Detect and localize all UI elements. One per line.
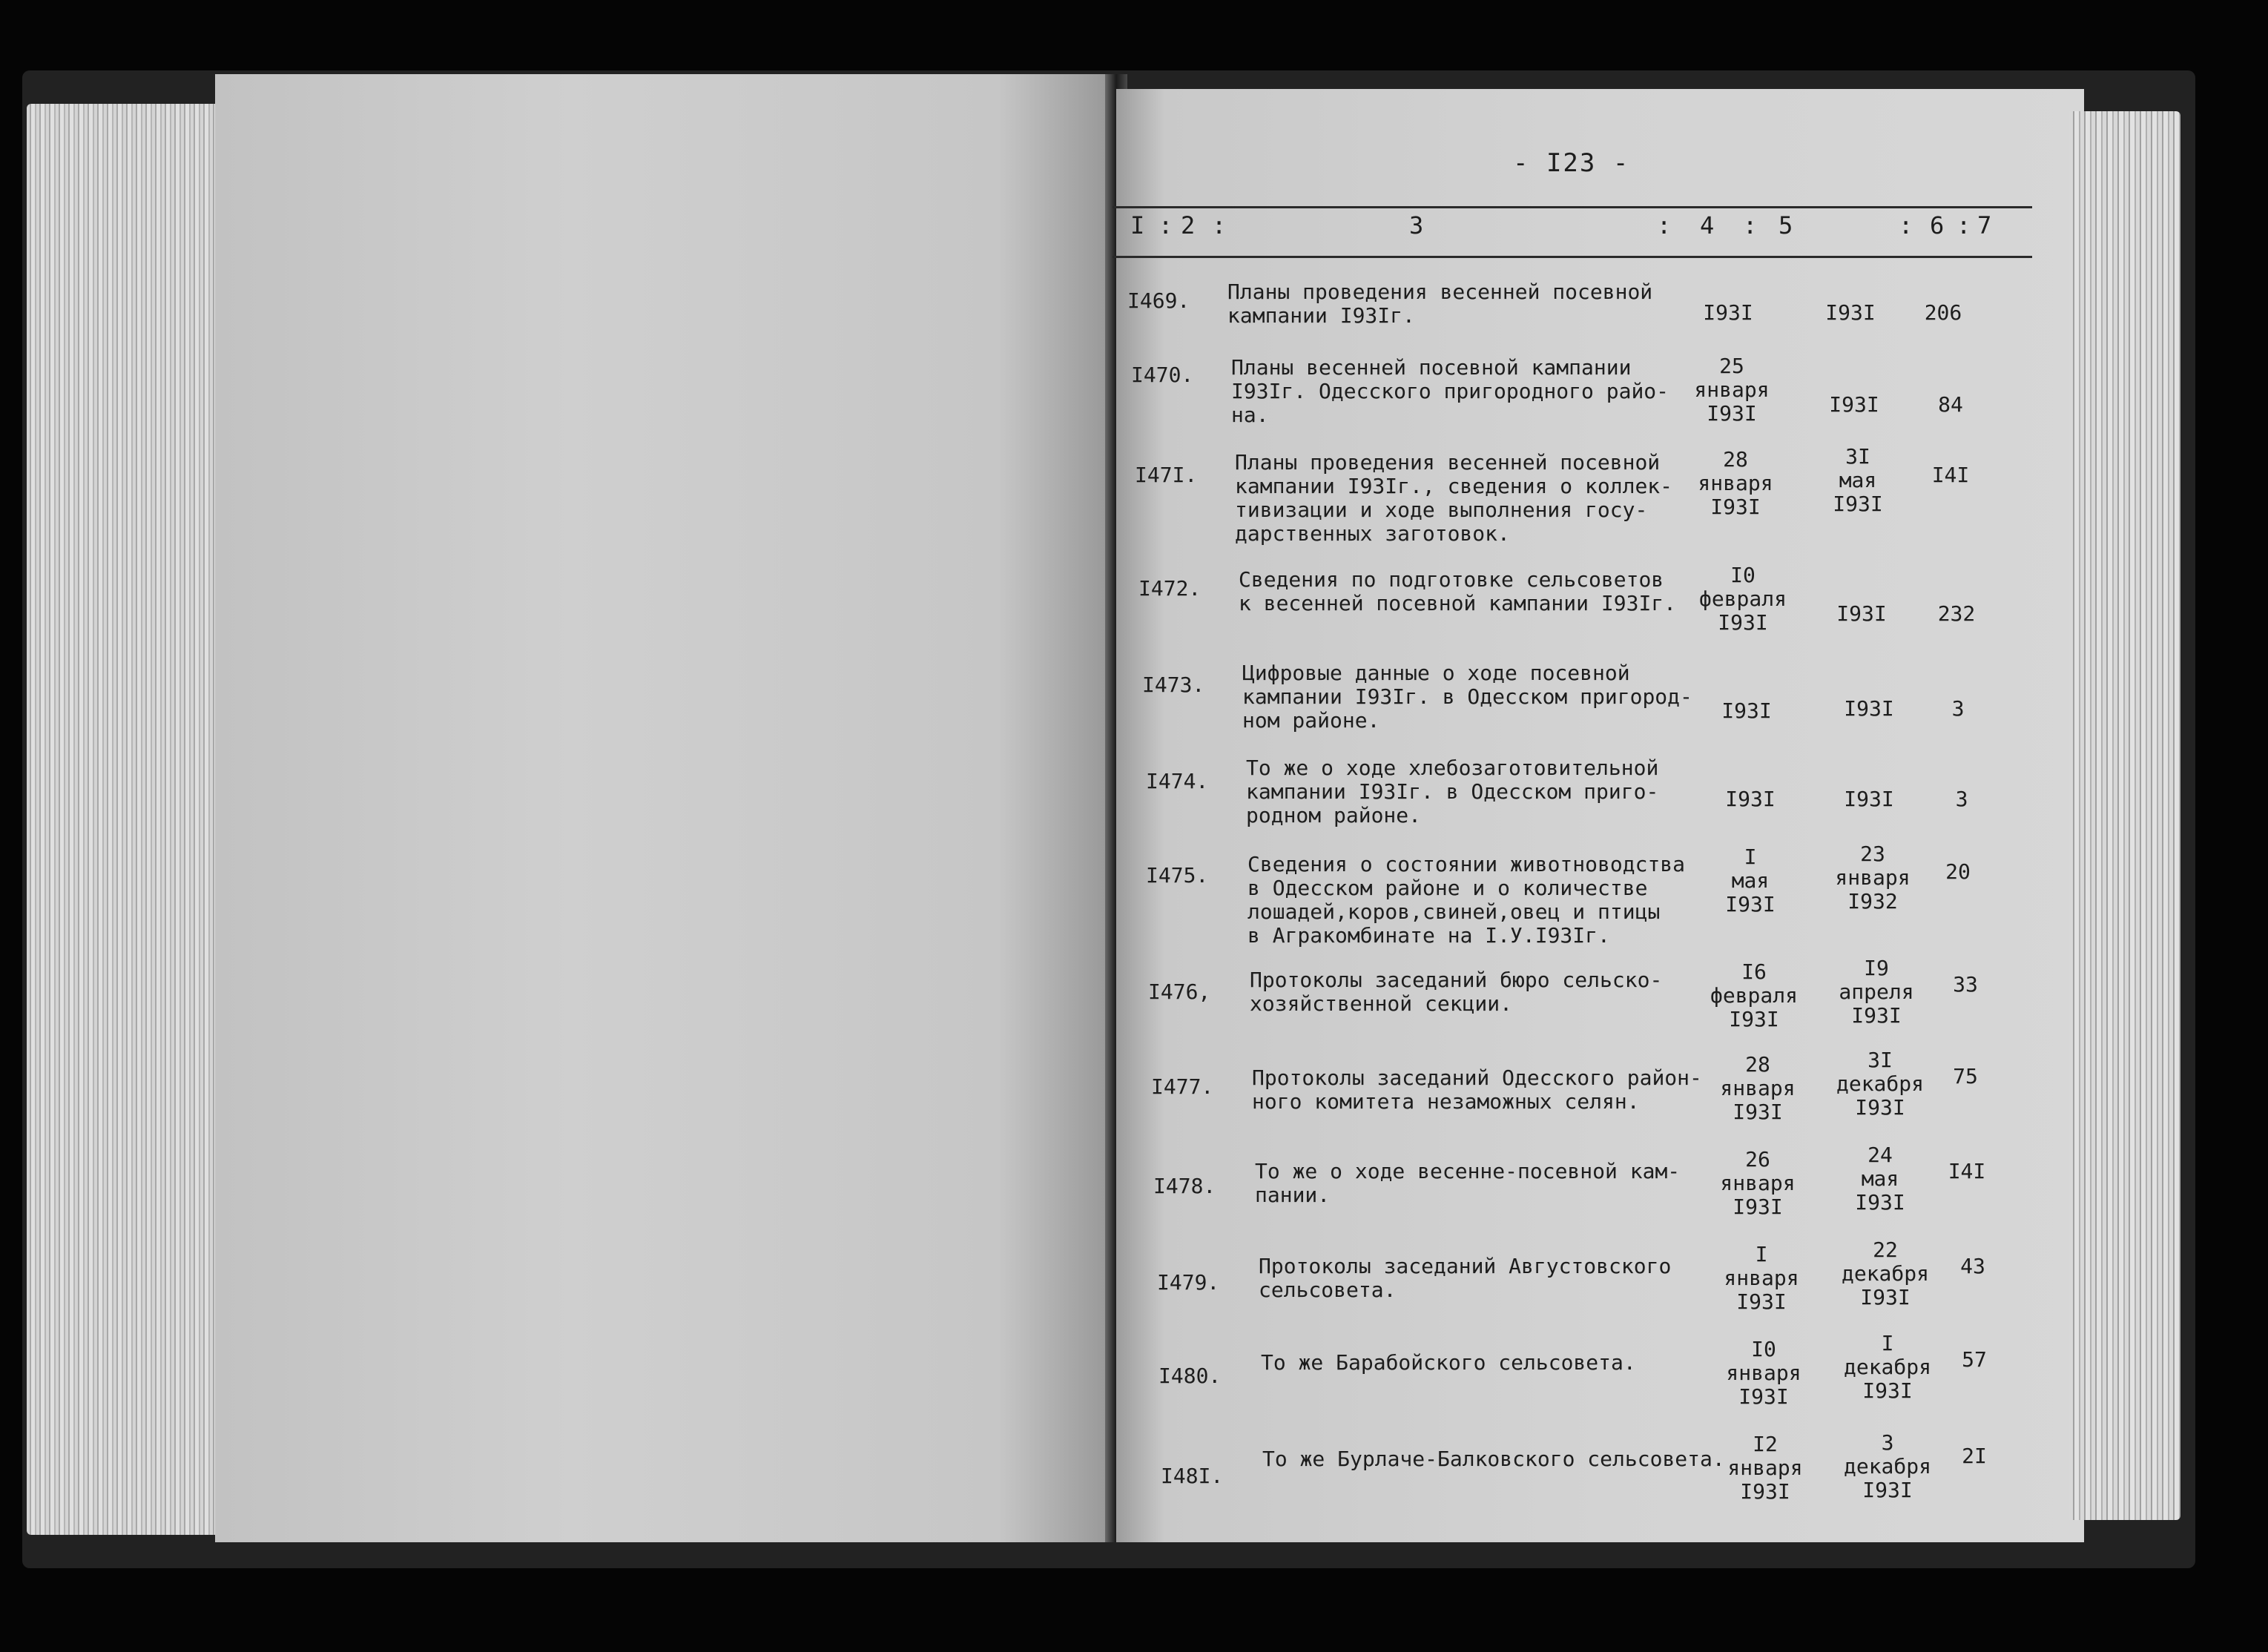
column-header-4: 4: [1700, 211, 1715, 239]
entry-end-date: 22 декабря I93I: [1841, 1238, 1929, 1309]
entry-description: Планы весенней посевной кампании I93Iг. Одесского пригородного райо- на.: [1231, 355, 1669, 427]
entry-start-date: I0 января I93I: [1726, 1337, 1801, 1409]
entry-end-date: 3I декабря I93I: [1836, 1048, 1924, 1120]
entry-start-date: 26 января I93I: [1720, 1147, 1796, 1219]
entry-start-date: I января I93I: [1724, 1242, 1799, 1314]
entry-end-date: I9 апреля I93I: [1839, 956, 1914, 1028]
entry-start-date: I6 февраля I93I: [1710, 959, 1798, 1031]
entry-end-date: I93I: [1844, 696, 1894, 721]
entry-start-date: I93I: [1703, 300, 1753, 325]
entry-number: I47I.: [1135, 463, 1198, 487]
entry-sheet-count: I4I: [1948, 1159, 1986, 1183]
entry-start-date: I2 января I93I: [1727, 1432, 1803, 1504]
entry-start-date: 28 января I93I: [1720, 1052, 1796, 1124]
page-number: - I23 -: [1513, 148, 1630, 178]
entry-description: Планы проведения весенней посевной кампании I93Iг.: [1227, 280, 1653, 328]
left-page-blank: [215, 74, 1105, 1542]
entry-sheet-count: 57: [1962, 1347, 1987, 1372]
entry-description: Сведения по подготовке сельсоветов к весенней посевной кампании I93Iг.: [1239, 567, 1677, 615]
entry-end-date: 3 декабря I93I: [1843, 1430, 1931, 1502]
entry-sheet-count: 232: [1937, 601, 1976, 626]
column-separator: :: [1957, 211, 1971, 239]
entry-end-date: I93I: [1829, 392, 1879, 417]
entry-start-date: I93I: [1721, 698, 1772, 723]
entry-sheet-count: 43: [1960, 1254, 1985, 1278]
right-page-edges: [2069, 111, 2180, 1520]
entry-sheet-count: 75: [1953, 1064, 1978, 1088]
entry-end-date: 3I мая I93I: [1833, 444, 1883, 516]
entry-number: I470.: [1131, 363, 1194, 387]
entry-start-date: 25 января I93I: [1694, 354, 1770, 426]
entry-end-date: 24 мая I93I: [1855, 1143, 1905, 1215]
entry-description: Протоколы заседаний Августовского сельсовета.: [1259, 1254, 1672, 1302]
entry-number: I479.: [1157, 1270, 1220, 1295]
entry-description: Протоколы заседаний Одесского район- ного комитета незаможных селян.: [1252, 1065, 1702, 1114]
entry-sheet-count: 2I: [1962, 1444, 1987, 1468]
entry-start-date: I93I: [1725, 787, 1776, 811]
entry-sheet-count: 206: [1924, 300, 1962, 325]
column-header-7: 7: [1977, 211, 1992, 239]
entry-number: I472.: [1138, 576, 1201, 601]
entry-start-date: I0 февраля I93I: [1698, 563, 1787, 635]
entry-end-date: 23 января I932: [1835, 842, 1911, 913]
column-header-5: 5: [1779, 211, 1793, 239]
entry-number: I474.: [1146, 769, 1209, 793]
entry-sheet-count: 33: [1953, 972, 1978, 997]
column-header-6: 6: [1930, 211, 1945, 239]
header-rule-bottom: [1112, 256, 2032, 258]
column-separator: :: [1743, 211, 1758, 239]
column-header-1: I: [1130, 211, 1145, 239]
left-page-edges: [27, 104, 227, 1535]
column-header-2: 2: [1181, 211, 1196, 239]
column-separator: :: [1158, 211, 1173, 239]
entry-description: То же Барабойского сельсовета.: [1261, 1350, 1636, 1375]
entry-end-date: I93I: [1844, 787, 1894, 811]
entry-end-date: I93I: [1836, 601, 1887, 626]
entry-sheet-count: 3: [1951, 696, 1965, 721]
entry-start-date: I мая I93I: [1725, 845, 1776, 916]
entry-number: I48I.: [1161, 1464, 1224, 1488]
entry-description: То же о ходе весенне-посевной кам- пании.: [1255, 1159, 1681, 1207]
entry-number: I469.: [1127, 288, 1190, 313]
entry-number: I476,: [1148, 979, 1211, 1004]
entry-sheet-count: 84: [1938, 392, 1963, 417]
entry-end-date: I93I: [1825, 300, 1876, 325]
entry-description: Протоколы заседаний бюро сельско- хозяйственной секции.: [1250, 968, 1663, 1016]
entry-sheet-count: 20: [1945, 859, 1971, 884]
entry-sheet-count: 3: [1955, 787, 1968, 811]
header-rule-top: [1112, 206, 2032, 208]
entry-description: Планы проведения весенней посевной кампании I93Iг., сведения о коллек- тивизации и ходе выполнения госу- дарственных заготовок.: [1235, 450, 1673, 546]
entry-description: То же Бурлаче-Балковского сельсовета.: [1262, 1447, 1725, 1471]
entry-number: I473.: [1142, 673, 1205, 697]
entry-end-date: I декабря I93I: [1843, 1331, 1931, 1403]
entry-number: I475.: [1146, 863, 1209, 888]
entry-description: Сведения о состоянии животноводства в Одесском районе и о количестве лошадей,коров,свиней,овец и птицы в Агракомбинате на I.У.I93Iг.: [1247, 852, 1686, 948]
column-separator: :: [1212, 211, 1227, 239]
entry-number: I477.: [1151, 1074, 1214, 1099]
entry-number: I480.: [1158, 1364, 1222, 1388]
entry-description: То же о ходе хлебозаготовительной кампании I93Iг. в Одесском приго- родном районе.: [1246, 756, 1659, 827]
entry-start-date: 28 января I93I: [1698, 447, 1773, 519]
entry-description: Цифровые данные о ходе посевной кампании I93Iг. в Одесском пригород- ном районе.: [1242, 661, 1692, 733]
entry-sheet-count: I4I: [1931, 463, 1970, 487]
column-header-row: [1120, 211, 2040, 248]
column-separator: :: [1899, 211, 1913, 239]
column-separator: :: [1657, 211, 1672, 239]
entry-number: I478.: [1153, 1174, 1216, 1198]
column-header-3: 3: [1409, 211, 1424, 239]
